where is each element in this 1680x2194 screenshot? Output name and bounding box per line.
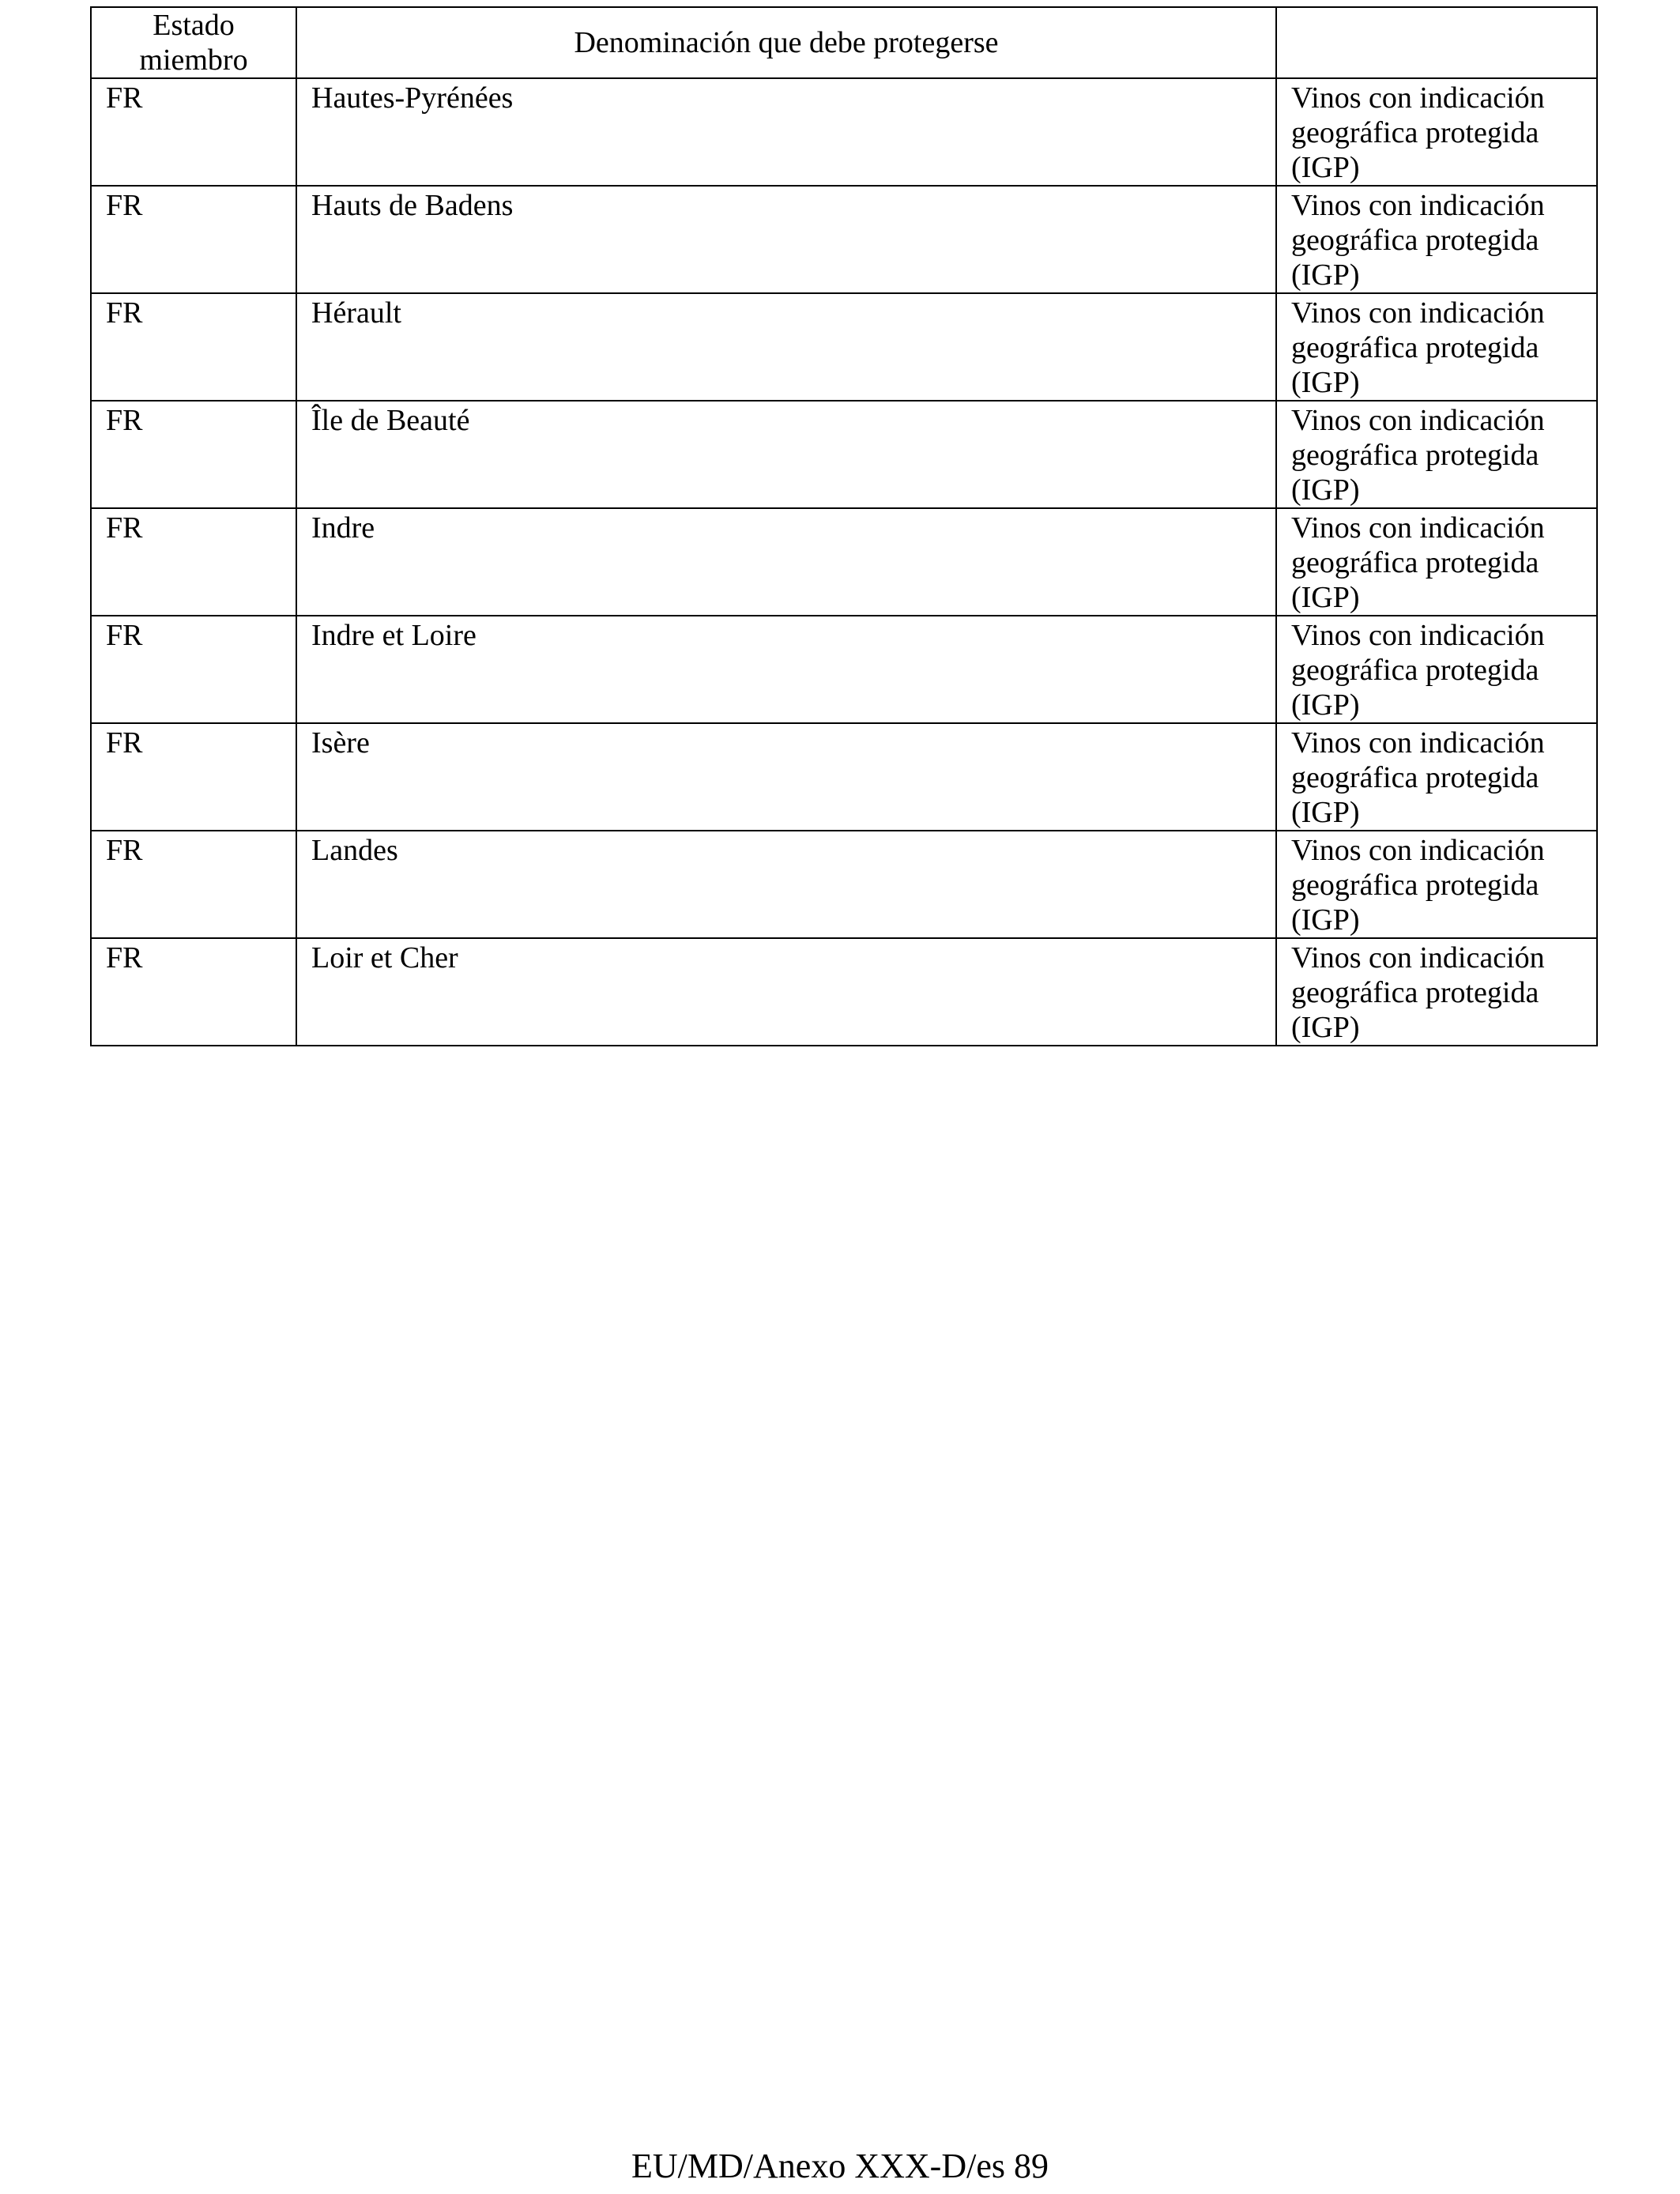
- table-row: [91, 293, 1597, 401]
- cell-product-type-line2: geográfica protegida: [1291, 224, 1539, 257]
- cell-product-type-line1: Vinos con indicación: [1291, 296, 1545, 330]
- cell-protected-name: Hérault: [296, 293, 1276, 401]
- cell-protected-name: Indre: [296, 508, 1276, 616]
- cell-product-type: [1276, 938, 1597, 1046]
- cell-product-type-line3: (IGP): [1291, 903, 1360, 937]
- cell-product-type: [1276, 508, 1597, 616]
- cell-product-type: [1276, 186, 1597, 293]
- cell-product-type: [1276, 616, 1597, 723]
- cell-product-type-line3: (IGP): [1291, 1011, 1360, 1044]
- table-header-row: [91, 7, 1597, 78]
- cell-member-state: FR: [91, 401, 296, 508]
- header-member-state-line1: Estado: [153, 9, 235, 42]
- table-body: [91, 78, 1597, 1046]
- cell-product-type: [1276, 78, 1597, 186]
- cell-protected-name: Hautes-Pyrénées: [296, 78, 1276, 186]
- cell-product-type-line2: geográfica protegida: [1291, 116, 1539, 149]
- cell-product-type-line3: (IGP): [1291, 258, 1360, 292]
- cell-product-type-line2: geográfica protegida: [1291, 439, 1539, 472]
- header-member-state-line2: miembro: [139, 43, 248, 77]
- cell-protected-name: Loir et Cher: [296, 938, 1276, 1046]
- cell-product-type-line1: Vinos con indicación: [1291, 511, 1545, 545]
- table-row: [91, 508, 1597, 616]
- protected-names-table: [90, 6, 1598, 1046]
- cell-protected-name: Indre et Loire: [296, 616, 1276, 723]
- cell-product-type-line1: Vinos con indicación: [1291, 619, 1545, 652]
- cell-member-state: FR: [91, 508, 296, 616]
- cell-product-type: [1276, 401, 1597, 508]
- cell-product-type-line3: (IGP): [1291, 688, 1360, 722]
- table-row: [91, 616, 1597, 723]
- cell-member-state: FR: [91, 78, 296, 186]
- table-row: [91, 186, 1597, 293]
- cell-member-state: FR: [91, 723, 296, 831]
- table-row: [91, 723, 1597, 831]
- cell-product-type-line3: (IGP): [1291, 581, 1360, 614]
- cell-protected-name: Landes: [296, 831, 1276, 938]
- cell-member-state: FR: [91, 616, 296, 723]
- cell-product-type-line3: (IGP): [1291, 473, 1360, 507]
- cell-product-type-line2: geográfica protegida: [1291, 546, 1539, 579]
- cell-product-type-line1: Vinos con indicación: [1291, 834, 1545, 867]
- table-row: [91, 938, 1597, 1046]
- cell-product-type-line1: Vinos con indicación: [1291, 941, 1545, 974]
- cell-member-state: FR: [91, 938, 296, 1046]
- cell-product-type-line1: Vinos con indicación: [1291, 81, 1545, 115]
- cell-product-type-line1: Vinos con indicación: [1291, 726, 1545, 760]
- cell-product-type-line3: (IGP): [1291, 151, 1360, 184]
- cell-product-type-line2: geográfica protegida: [1291, 976, 1539, 1009]
- cell-member-state: FR: [91, 186, 296, 293]
- cell-member-state: FR: [91, 293, 296, 401]
- cell-product-type: [1276, 831, 1597, 938]
- table-row: [91, 831, 1597, 938]
- cell-product-type-line3: (IGP): [1291, 796, 1360, 829]
- cell-member-state: FR: [91, 831, 296, 938]
- cell-product-type-line2: geográfica protegida: [1291, 869, 1539, 902]
- cell-product-type-line1: Vinos con indicación: [1291, 404, 1545, 437]
- cell-product-type-line2: geográfica protegida: [1291, 761, 1539, 794]
- header-product-type: [1276, 7, 1597, 78]
- cell-product-type: [1276, 723, 1597, 831]
- page-footer-reference: EU/MD/Anexo XXX-D/es 89: [631, 2147, 1049, 2185]
- table-row: [91, 401, 1597, 508]
- cell-protected-name: Hauts de Badens: [296, 186, 1276, 293]
- cell-protected-name: Île de Beauté: [296, 401, 1276, 508]
- header-member-state: [91, 7, 296, 78]
- cell-product-type: [1276, 293, 1597, 401]
- cell-product-type-line2: geográfica protegida: [1291, 331, 1539, 364]
- table-row: [91, 78, 1597, 186]
- header-protected-name: Denominación que debe protegerse: [296, 7, 1276, 78]
- cell-protected-name: Isère: [296, 723, 1276, 831]
- cell-product-type-line3: (IGP): [1291, 366, 1360, 399]
- cell-product-type-line2: geográfica protegida: [1291, 654, 1539, 687]
- cell-product-type-line1: Vinos con indicación: [1291, 189, 1545, 222]
